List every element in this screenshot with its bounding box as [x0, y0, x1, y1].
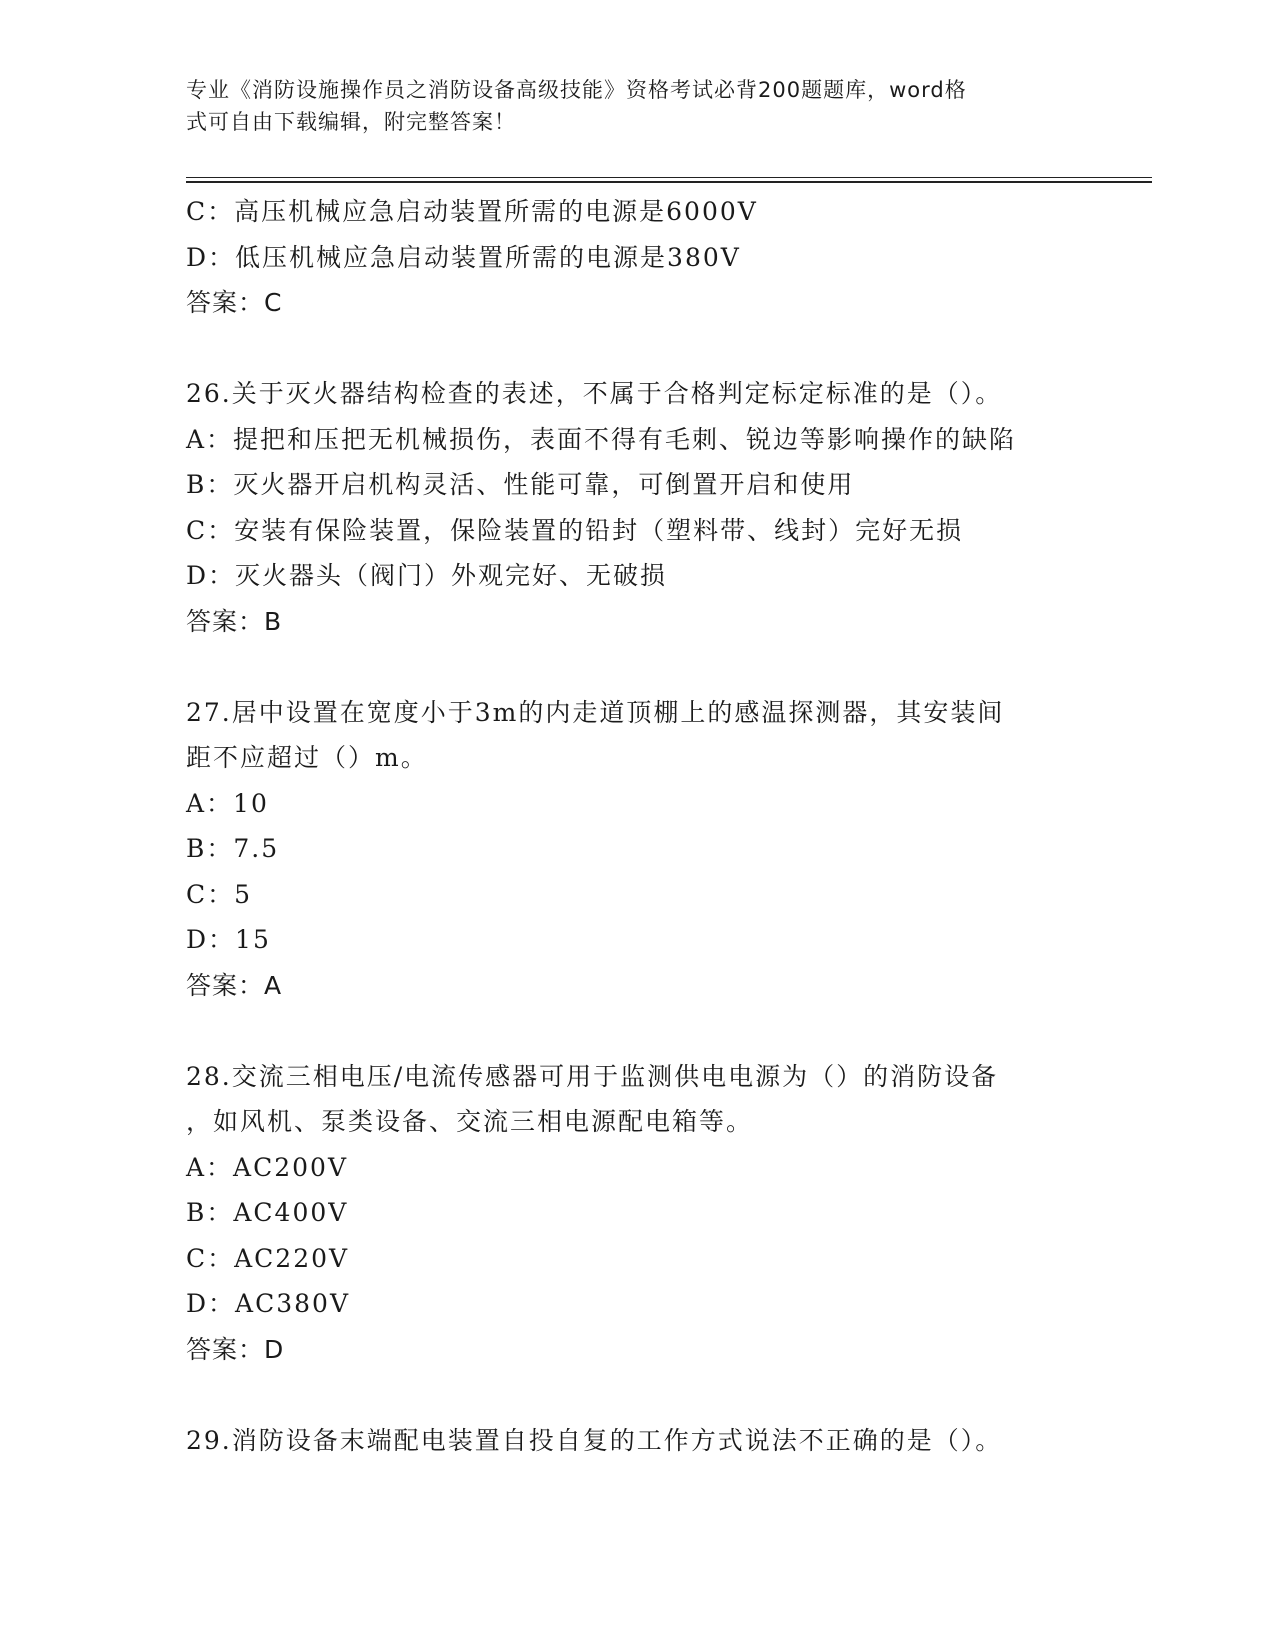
option-c: C：AC220V	[186, 1243, 350, 1273]
option-b: B：AC400V	[186, 1198, 349, 1227]
question-stem-line-2: ，如风机、泵类设备、交流三相电源配电箱等。	[186, 1107, 754, 1136]
question-stem-line-1: 27.居中设置在宽度小于3m的内走道顶棚上的感温探测器，其安装间	[186, 697, 1005, 727]
option-d: D：低压机械应急启动装置所需的电源是380V	[186, 242, 741, 272]
option-b: B：灭火器开启机构灵活、性能可靠，可倒置开启和使用	[186, 470, 855, 499]
header-divider	[186, 177, 1152, 183]
spacer	[186, 326, 1086, 372]
question-29	[186, 1418, 1086, 1464]
answer: 答案：C	[186, 288, 283, 317]
spacer	[186, 644, 1086, 690]
option-c: C：5	[186, 879, 253, 909]
question-stem: 26.关于灭火器结构检查的表述，不属于合格判定标定标准的是（）。	[186, 379, 1003, 408]
option-d: D：灭火器头（阀门）外观完好、无破损	[186, 561, 668, 590]
header-line-2: 式可自由下载编辑，附完整答案！	[186, 110, 516, 134]
question-27	[186, 690, 1086, 1009]
prev-question-tail	[186, 189, 1086, 326]
question-stem: 29.消防设备末端配电装置自投自复的工作方式说法不正确的是（）。	[186, 1425, 1003, 1455]
question-stem-line-1: 28.交流三相电压/电流传感器可用于监测供电电源为（）的消防设备	[186, 1061, 999, 1091]
document-header	[186, 74, 1066, 138]
option-a: A：AC200V	[186, 1152, 349, 1182]
option-a: A：10	[186, 788, 269, 818]
question-26	[186, 371, 1086, 644]
answer: 答案：D	[186, 1334, 285, 1364]
answer: 答案：B	[186, 606, 283, 636]
option-c: C：安装有保险装置，保险装置的铅封（塑料带、线封）完好无损	[186, 515, 964, 545]
option-b: B：7.5	[186, 834, 280, 863]
question-stem-line-2: 距不应超过（）m。	[186, 743, 428, 772]
option-d: D：AC380V	[186, 1289, 350, 1318]
answer: 答案：A	[186, 970, 283, 1000]
question-content	[186, 189, 1086, 1463]
option-d: D：15	[186, 925, 271, 954]
spacer	[186, 1372, 1086, 1418]
header-line-1: 专业《消防设施操作员之消防设备高级技能》资格考试必背200题题库，word格	[186, 78, 967, 102]
option-c: C：高压机械应急启动装置所需的电源是6000V	[186, 197, 758, 226]
option-a: A：提把和压把无机械损伤，表面不得有毛刺、锐边等影响操作的缺陷	[186, 424, 1017, 454]
spacer	[186, 1008, 1086, 1054]
question-28	[186, 1054, 1086, 1373]
